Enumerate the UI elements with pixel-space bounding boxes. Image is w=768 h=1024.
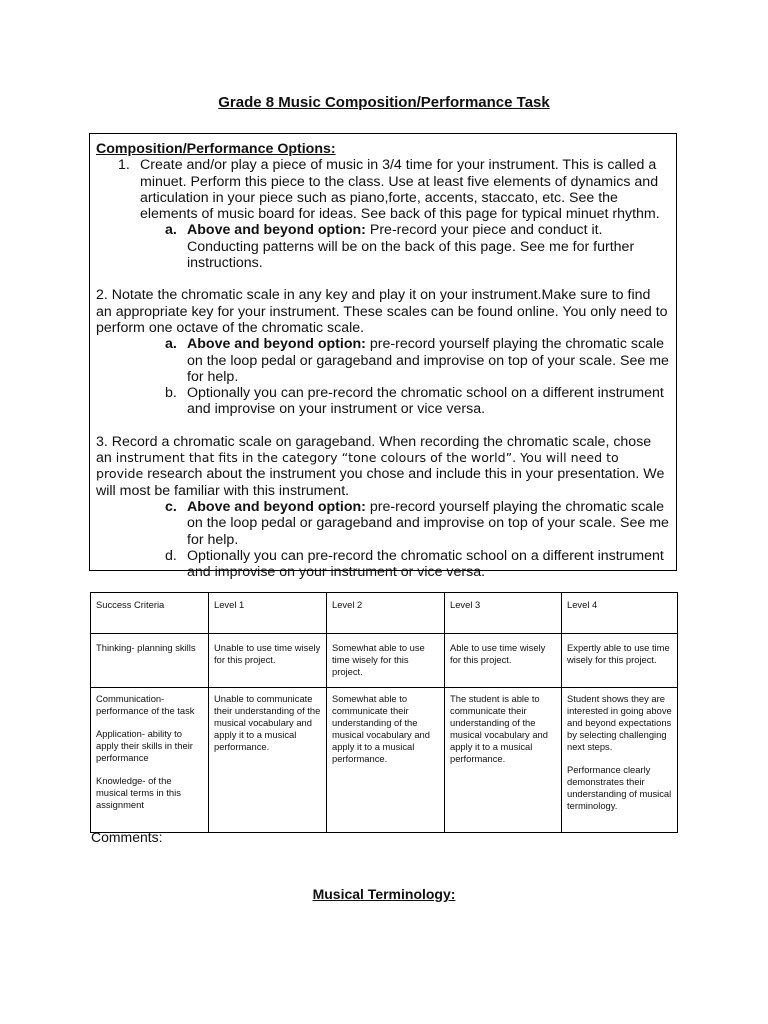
rubric-header-cell: Level 3	[445, 593, 562, 634]
option-1a-text: Pre-record your piece and conduct it. Conducting patterns will be on the back of this page. See me for further instructions.	[187, 222, 635, 272]
comments-label: Comments:	[91, 829, 163, 845]
rubric-cell: Unable to communicate their understanding of the musical vocabulary and apply it to a musical performance.	[209, 688, 327, 833]
rubric-cell: Unable to use time wisely for this project.	[209, 634, 327, 688]
rubric-table	[90, 592, 678, 833]
option-2b	[165, 385, 670, 418]
option-2a-label: a.	[165, 336, 177, 353]
option-3d-label: d.	[165, 547, 177, 564]
option-2b-text: Optionally you can pre-record the chromatic school on a different instrument and improvise on your instrument or vice versa.	[187, 385, 664, 418]
rubric-row-communication	[91, 688, 678, 833]
rubric-header-cell: Level 4	[562, 593, 678, 634]
rubric-cell: Thinking- planning skills	[91, 634, 209, 688]
rubric-header-cell: Level 1	[209, 593, 327, 634]
rubric-cell: Student shows they are interested in going above and beyond expectations by selecting challenging next steps. Performance clearly demonstrates their understanding of musical terminology.	[562, 688, 678, 833]
option-3-text: 3. Record a chromatic scale on garageband. When recording the chromatic scale, chose an instrument that fits in the category “tone colours of the world”. You will need to provide research about the instrument you chose and include this in your presentation. We will most be familiar with this instrument.	[96, 433, 665, 499]
option-3d-text: Optionally you can pre-record the chromatic school on a different instrument and improvise on your instrument or vice versa.	[187, 547, 664, 581]
rubric-cell: Communication- performance of the task Application- ability to apply their skills in their performance Knowledge- of the musical terms in this assignment	[91, 688, 209, 833]
option-2-text: 2. Notate the chromatic scale in any key and play it on your instrument.Make sure to find an appropriate key for your instrument. These scales can be found online. You only need to perform one octave of the chromatic scale.	[96, 287, 668, 336]
page-title: Grade 8 Music Composition/Performance Task	[218, 94, 550, 111]
option-2a-bold: Above and beyond option:	[187, 336, 366, 353]
rubric-cell: Somewhat able to communicate their understanding of the musical vocabulary and apply it to a musical performance.	[327, 688, 445, 833]
option-3c-label: c.	[165, 498, 177, 515]
option-1-text: Create and/or play a piece of music in 3/4 time for your instrument. This is called a minuet. Perform this piece to the class. Use at least five elements of dynamics and articulation in your piece such as piano,forte, accents, staccato, etc. See the elements of music board for ideas. See back of this page for typical minuet rhythm.	[140, 157, 660, 223]
option-1	[118, 157, 670, 222]
terminology-heading: Musical Terminology:	[312, 886, 456, 902]
rubric-cell: Expertly able to use time wisely for this project.	[562, 634, 678, 688]
option-1a	[165, 222, 670, 271]
option-3c-text: pre-record yourself playing the chromatic scale on the loop pedal or garageband and improvise on top of your scale. See me for help.	[187, 498, 669, 548]
option-3c	[165, 499, 670, 548]
rubric-row-thinking	[91, 634, 678, 688]
rubric-cell: Able to use time wisely for this project.	[445, 634, 562, 688]
rubric-cell: The student is able to communicate their understanding of the musical vocabulary and apply it to a musical performance.	[445, 688, 562, 833]
option-1a-label: a.	[165, 222, 177, 239]
option-2b-label: b.	[165, 385, 177, 402]
rubric-header-cell: Level 2	[327, 593, 445, 634]
option-2a-text: pre-record yourself playing the chromatic scale on the loop pedal or garageband and improvise on top of your scale. See me for help.	[187, 336, 669, 385]
option-2a	[165, 336, 670, 385]
option-3d	[165, 548, 670, 581]
options-box	[89, 133, 677, 581]
rubric-header-cell: Success Criteria	[91, 593, 209, 634]
option-3c-bold: Above and beyond option:	[187, 498, 366, 515]
rubric-cell: Somewhat able to use time wisely for this project.	[327, 634, 445, 688]
rubric-header-row	[91, 593, 678, 634]
option-1-number: 1.	[118, 157, 130, 174]
option-1a-bold: Above and beyond option:	[187, 222, 366, 239]
options-heading: Composition/Performance Options:	[96, 141, 336, 157]
